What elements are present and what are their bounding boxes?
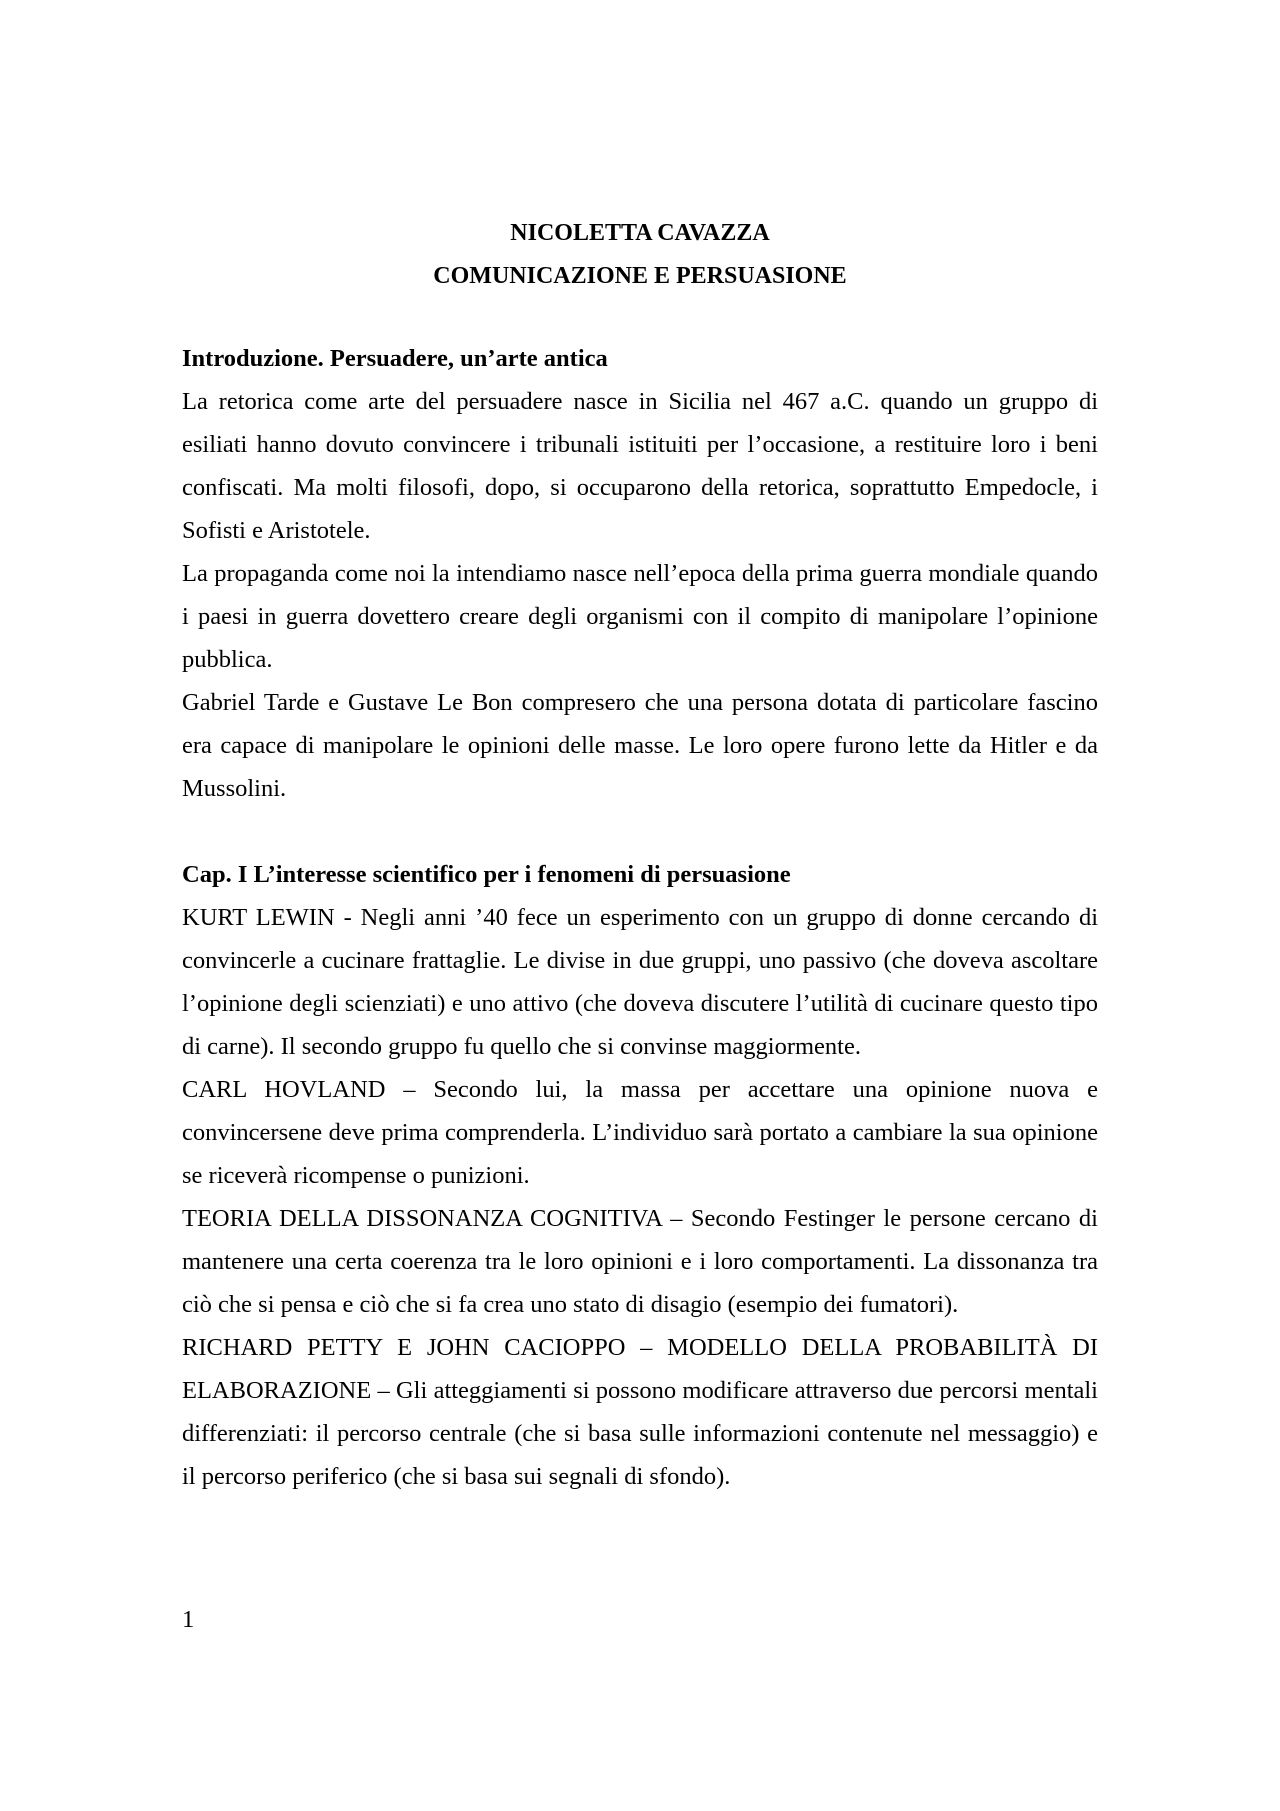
- paragraph: RICHARD PETTY E JOHN CACIOPPO – MODELLO DELLA PROBABILITÀ DI ELABORAZIONE – Gli atteggiamenti si possono modificare attraverso due percorsi mentali differenziati: il percorso centrale (che si basa sulle informazioni contenute nel messaggio) e il percorso periferico (che si basa sui segnali di sfondo).: [182, 1334, 1098, 1490]
- section-heading: Cap. I L’interesse scientifico per i fenomeni di persuasione: [182, 861, 791, 888]
- paragraph: La retorica come arte del persuadere nasce in Sicilia nel 467 a.C. quando un gruppo di esiliati hanno dovuto convincere i tribunali istituiti per l’occasione, a restituire loro i beni confiscati. Ma molti filosofi, dopo, si occuparono della retorica, soprattutto Empedocle, i Sofisti e Aristotele.: [182, 388, 1098, 544]
- title-block: [182, 212, 1098, 298]
- paragraph: La propaganda come noi la intendiamo nasce nell’epoca della prima guerra mondiale quando i paesi in guerra dovettero creare degli organismi con il compito di manipolare l’opinione pubblica.: [182, 560, 1098, 673]
- page-number: 1: [182, 1606, 195, 1633]
- section-introduction: [182, 337, 1098, 810]
- paragraph: KURT LEWIN - Negli anni ’40 fece un esperimento con un gruppo di donne cercando di convincerle a cucinare frattaglie. Le divise in due gruppi, uno passivo (che doveva ascoltare l’opinione degli scienziati) e uno attivo (che doveva discutere l’utilità di cucinare questo tipo di carne). Il secondo gruppo fu quello che si convinse maggiormente.: [182, 904, 1098, 1060]
- paragraph: CARL HOVLAND – Secondo lui, la massa per accettare una opinione nuova e convincersene deve prima comprenderla. L’individuo sarà portato a cambiare la sua opinione se riceverà ricompense o punizioni.: [182, 1076, 1098, 1189]
- document-page: [182, 0, 1098, 1811]
- section-spacer: [182, 810, 1098, 853]
- section-heading: Introduzione. Persuadere, un’arte antica: [182, 345, 608, 372]
- paragraph: TEORIA DELLA DISSONANZA COGNITIVA – Secondo Festinger le persone cercano di mantenere una certa coerenza tra le loro opinioni e i loro comportamenti. La dissonanza tra ciò che si pensa e ciò che si fa crea uno stato di disagio (esempio dei fumatori).: [182, 1205, 1098, 1318]
- document-body: [182, 337, 1098, 1498]
- section-chapter-1: [182, 853, 1098, 1498]
- author-name: NICOLETTA CAVAZZA: [510, 220, 770, 246]
- paragraph: Gabriel Tarde e Gustave Le Bon compresero che una persona dotata di particolare fascino era capace di manipolare le opinioni delle masse. Le loro opere furono lette da Hitler e da Mussolini.: [182, 689, 1098, 802]
- document-title: COMUNICAZIONE E PERSUASIONE: [433, 263, 847, 289]
